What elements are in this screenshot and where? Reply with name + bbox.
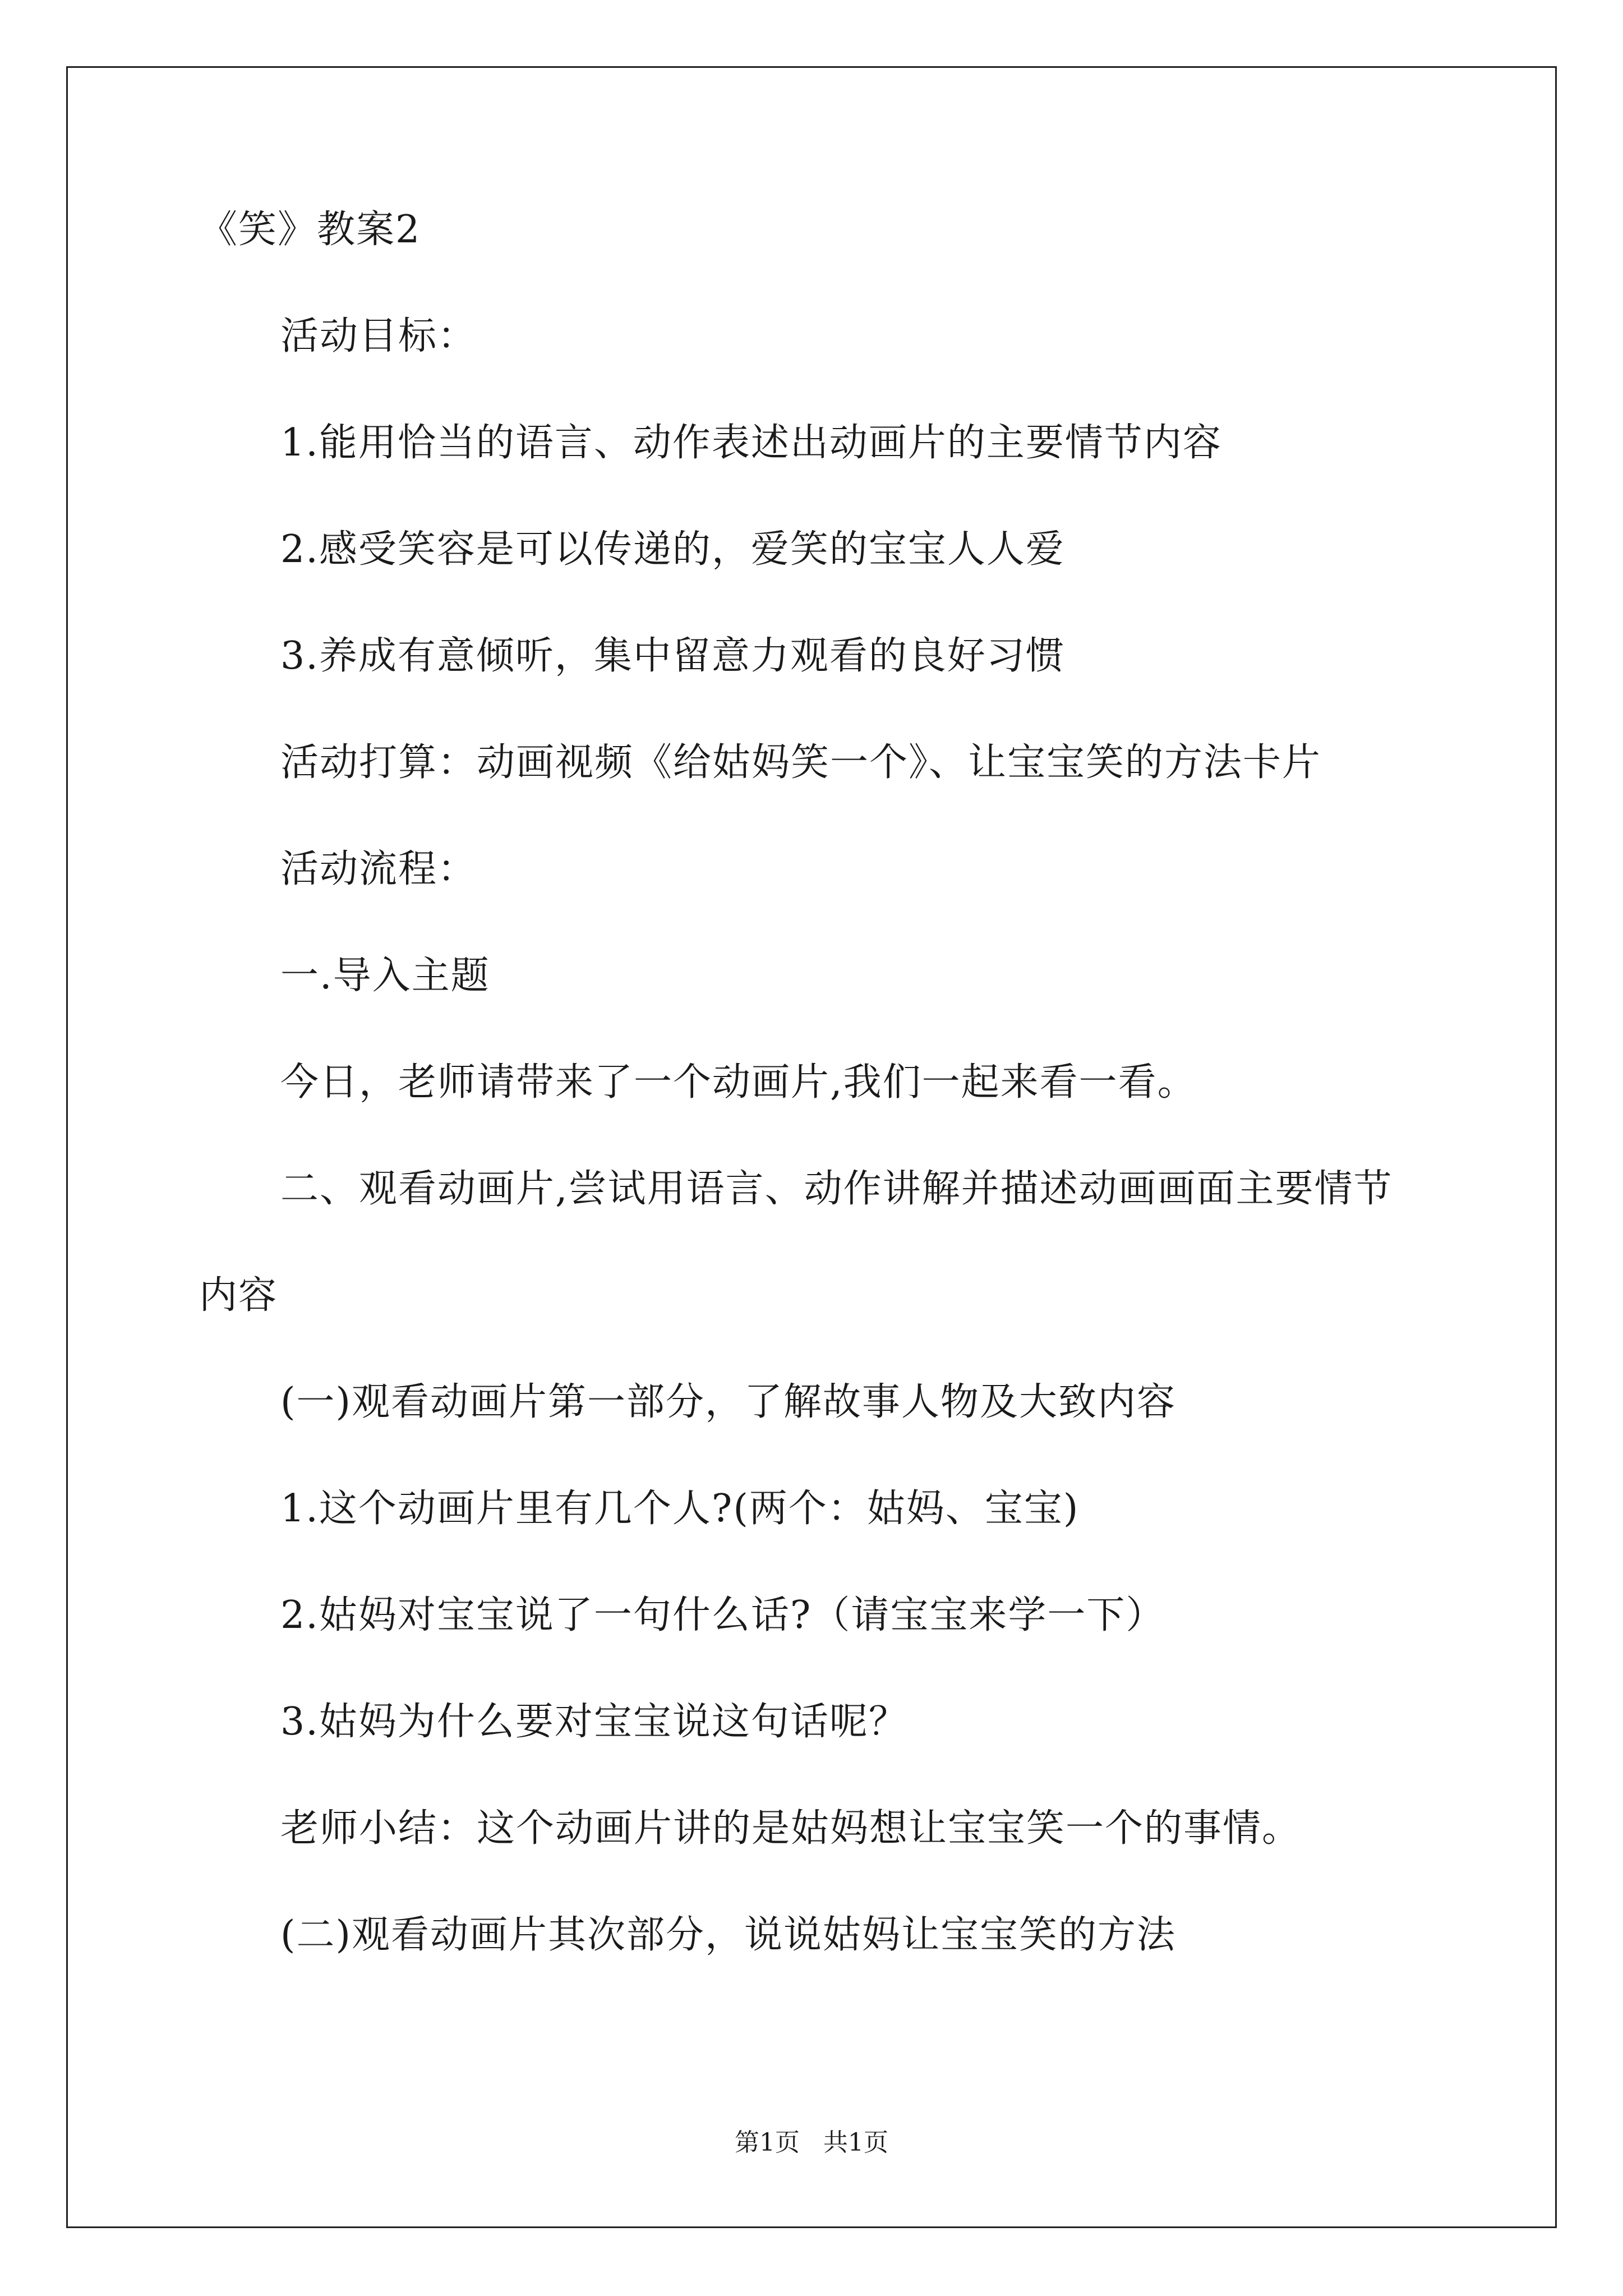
paragraph: 活动打算：动画视频《给姑妈笑一个》、让宝宝笑的方法卡片 xyxy=(280,740,1322,785)
paragraph: 3.养成有意倾听，集中留意力观看的良好习惯 xyxy=(280,634,1065,678)
paragraph: 老师小结：这个动画片讲的是姑妈想让宝宝笑一个的事情。 xyxy=(280,1806,1302,1851)
paragraph: 活动目标： xyxy=(280,314,477,358)
page-footer: 第1页 共1页 xyxy=(735,2128,888,2157)
paragraph: 3.姑妈为什么要对宝宝说这句话呢？ xyxy=(280,1700,908,1744)
paragraph: 一.导入主题 xyxy=(280,954,490,998)
paragraph: (二)观看动画片其次部分，说说姑妈让宝宝笑的方法 xyxy=(280,1913,1177,1957)
paragraph-continuation: 内容 xyxy=(199,1273,278,1318)
paragraph: 1.能用恰当的语言、动作表述出动画片的主要情节内容 xyxy=(280,421,1222,465)
paragraph: 二、观看动画片,尝试用语言、动作讲解并描述动画画面主要情节 xyxy=(280,1167,1393,1211)
paragraph: 2.姑妈对宝宝说了一句什么话?（请宝宝来学一下） xyxy=(280,1593,1165,1637)
page-border xyxy=(66,66,1557,2228)
paragraph: 活动流程： xyxy=(280,847,477,891)
paragraph: (一)观看动画片第一部分，了解故事人物及大致内容 xyxy=(280,1380,1177,1424)
document-title: 《笑》教案2 xyxy=(199,208,421,252)
paragraph: 1.这个动画片里有几个人?(两个：姑妈、宝宝) xyxy=(280,1487,1080,1531)
paragraph: 2.感受笑容是可以传递的，爱笑的宝宝人人爱 xyxy=(280,527,1065,572)
paragraph: 今日，老师请带来了一个动画片,我们一起来看一看。 xyxy=(280,1060,1197,1105)
